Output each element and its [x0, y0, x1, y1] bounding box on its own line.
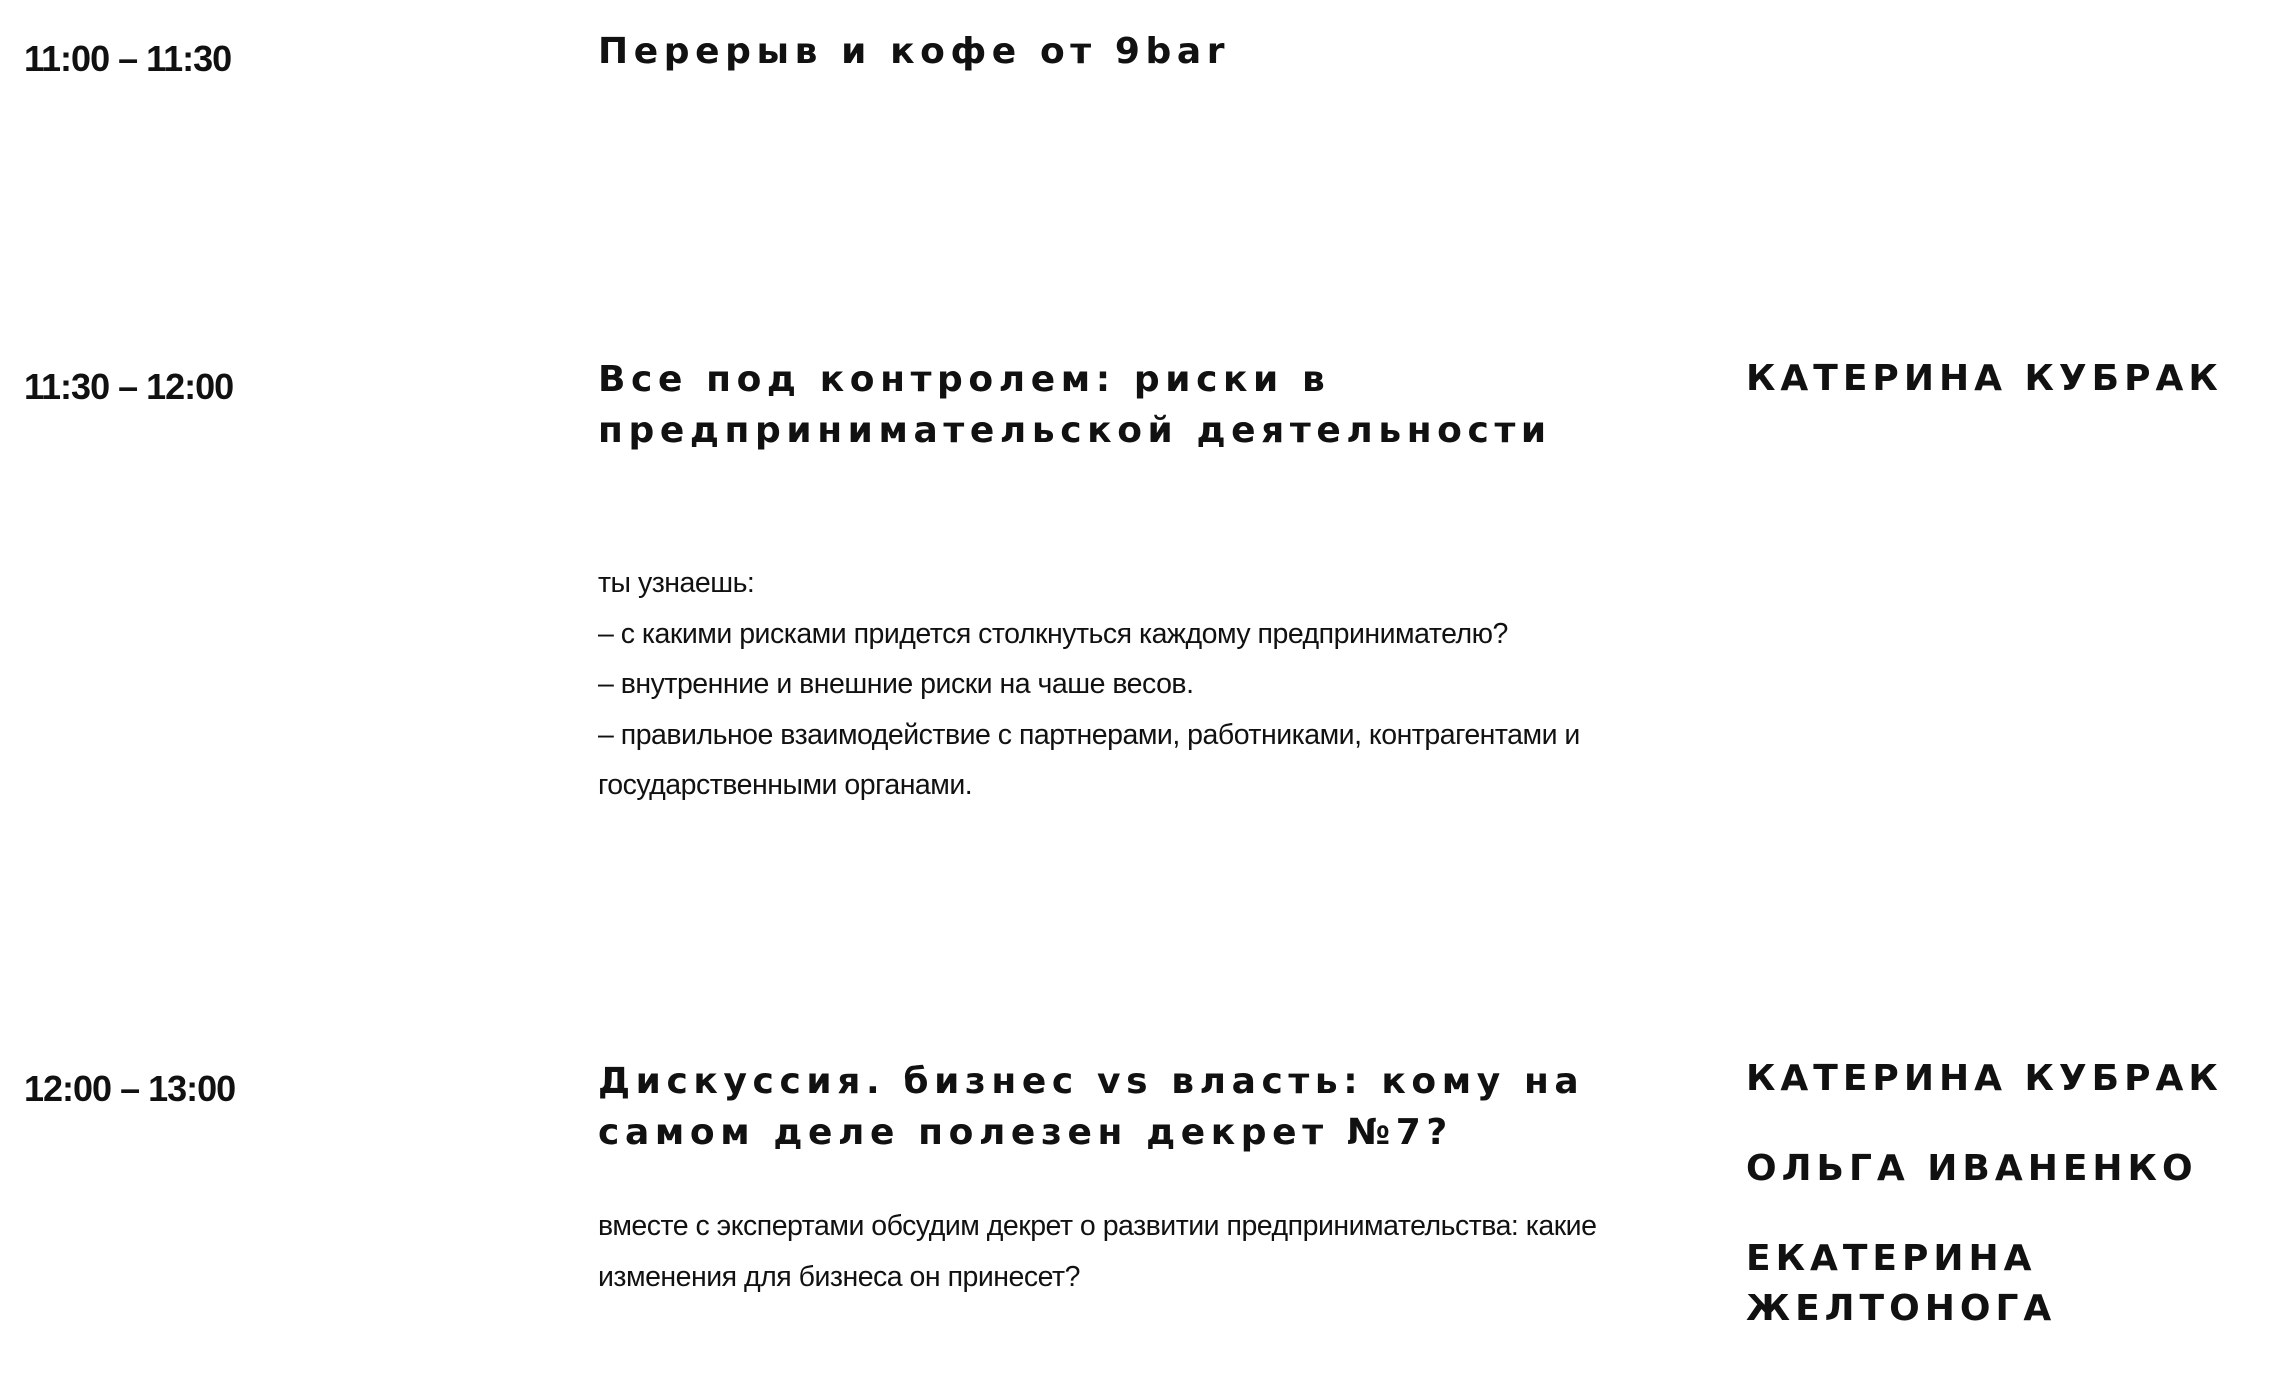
slot-time: 11:30 – 12:00 [24, 366, 234, 407]
description-line: – с какими рисками придется столкнуться каждому предпринимателю? [598, 617, 1508, 650]
description-line: изменения для бизнеса он принесет? [598, 1260, 1080, 1293]
slot-time: 12:00 – 13:00 [24, 1068, 236, 1109]
slot-time: 11:00 – 11:30 [24, 38, 232, 79]
slot-title: Дискуссия. бизнес vs власть: кому на самом деле полезен декрет №7? [598, 1061, 1585, 1153]
speaker-list [1746, 354, 2286, 444]
description-line: – правильное взаимодействие с партнерами, работниками, контрагентами и [598, 718, 1580, 751]
description-line: – внутренние и внешние риски на чаше весов. [598, 668, 1194, 700]
description-line: вместе с экспертами обсудим декрет о развитии предпринимательства: какие [598, 1210, 1597, 1242]
speaker-name: КАТЕРИНА КУБРАК [1746, 358, 2223, 399]
slot-title: Все под контролем: риски в предпринимательской деятельности [598, 359, 1552, 451]
slot-description [598, 1201, 1718, 1302]
speaker-list [1746, 1054, 2286, 1374]
description-line: государственными органами. [598, 769, 973, 801]
slot-title: Перерыв и кофе от 9bar [598, 31, 1231, 72]
slot-description [598, 558, 1718, 811]
speaker-name: ОЛЬГА ИВАНЕНКО [1746, 1148, 2198, 1189]
speaker-name: ЕКАТЕРИНА ЖЕЛТОНОГА [1746, 1238, 2057, 1329]
description-line: ты узнаешь: [598, 567, 755, 599]
speaker-name: КАТЕРИНА КУБРАК [1746, 1058, 2223, 1099]
